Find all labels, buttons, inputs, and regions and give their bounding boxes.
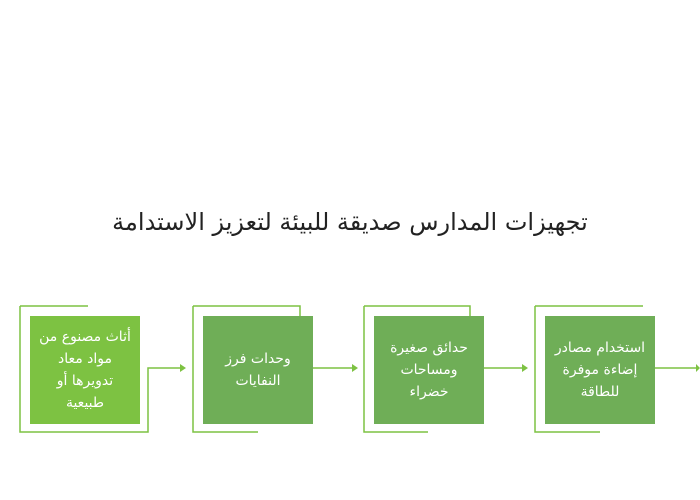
diagram-title: تجهيزات المدارس صديقة للبيئة لتعزيز الاستدامة xyxy=(112,208,588,236)
step-box-waste-sorting xyxy=(203,316,313,424)
arrowhead-step-3 xyxy=(352,364,358,372)
arrowhead-step-2 xyxy=(522,364,528,372)
step-label-gardens: حدائق صغيرة ومساحات خضراء xyxy=(390,340,468,400)
arrowhead-step-4 xyxy=(180,364,186,372)
step-box-gardens xyxy=(374,316,484,424)
arrowhead-step-1 xyxy=(696,364,700,372)
step-label-energy-lighting: استخدام مصادر إضاءة موفرة للطاقة xyxy=(554,340,646,400)
step-box-energy-lighting xyxy=(545,316,655,424)
step-label-recycled-furniture: أثاث مصنوع من مواد معاد تدويرها أو طبيعية xyxy=(39,329,131,411)
step-box-recycled-furniture xyxy=(30,316,140,424)
step-label-waste-sorting: وحدات فرز النفايات xyxy=(225,351,291,389)
